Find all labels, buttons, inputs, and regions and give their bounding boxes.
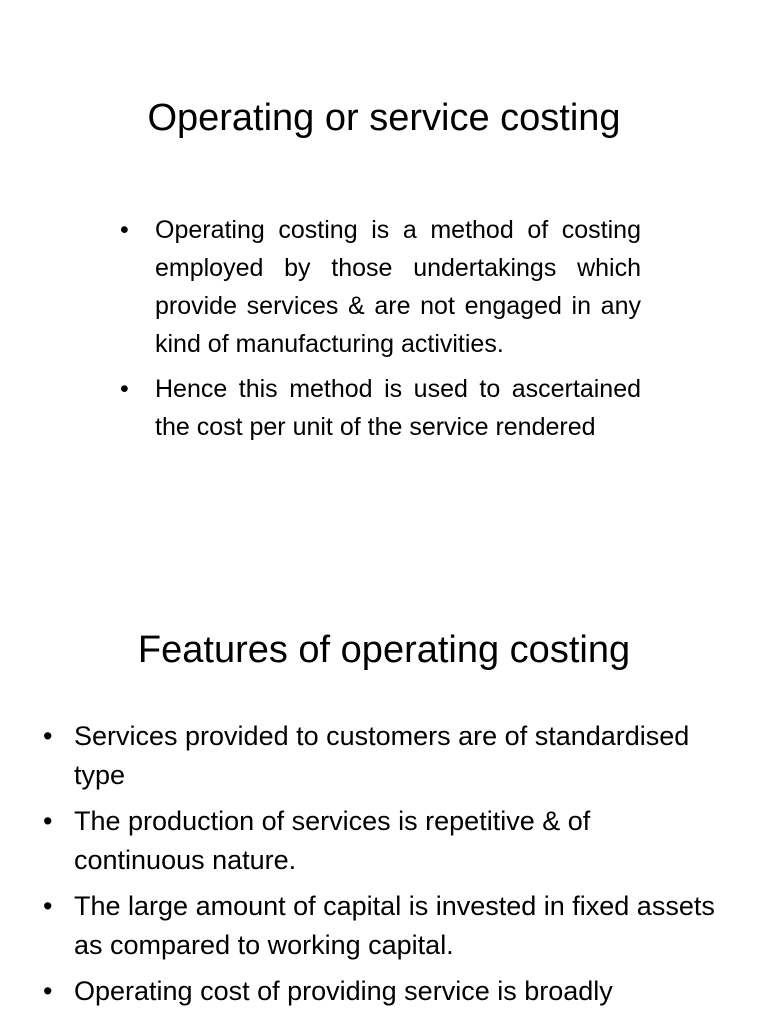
list-item [120,370,641,446]
bullet-icon: • [43,721,53,751]
bullet-list [120,211,641,453]
bullet-list [43,717,723,1018]
bullet-icon: • [120,216,129,244]
list-item [120,211,641,363]
bullet-text: The production of services is repetitive & of continuous nature. [74,806,591,875]
list-item [43,972,723,1011]
list-item [43,717,723,795]
bullet-icon: • [43,976,53,1006]
bullet-text: Operating costing is a method of costing employed by those undertakings which provide services & are not engaged in any kind of manufacturing activities. [155,216,641,358]
bullet-icon: • [43,806,53,836]
bullet-text: Services provided to customers are of standardised type [74,721,690,790]
bullet-icon: • [120,375,129,403]
bullet-text: The large amount of capital is invested in fixed assets as compared to working capital. [74,891,715,960]
bullet-text: Hence this method is used to ascertained the cost per unit of the service rendered [155,375,641,441]
bullet-text: Operating cost of providing service is broadly [74,976,613,1006]
list-item [43,887,723,965]
slide-title: Operating or service costing [147,97,621,139]
list-item [43,802,723,880]
bullet-icon: • [43,891,53,921]
slide-features [0,560,768,1024]
slide-title: Features of operating costing [137,629,631,671]
